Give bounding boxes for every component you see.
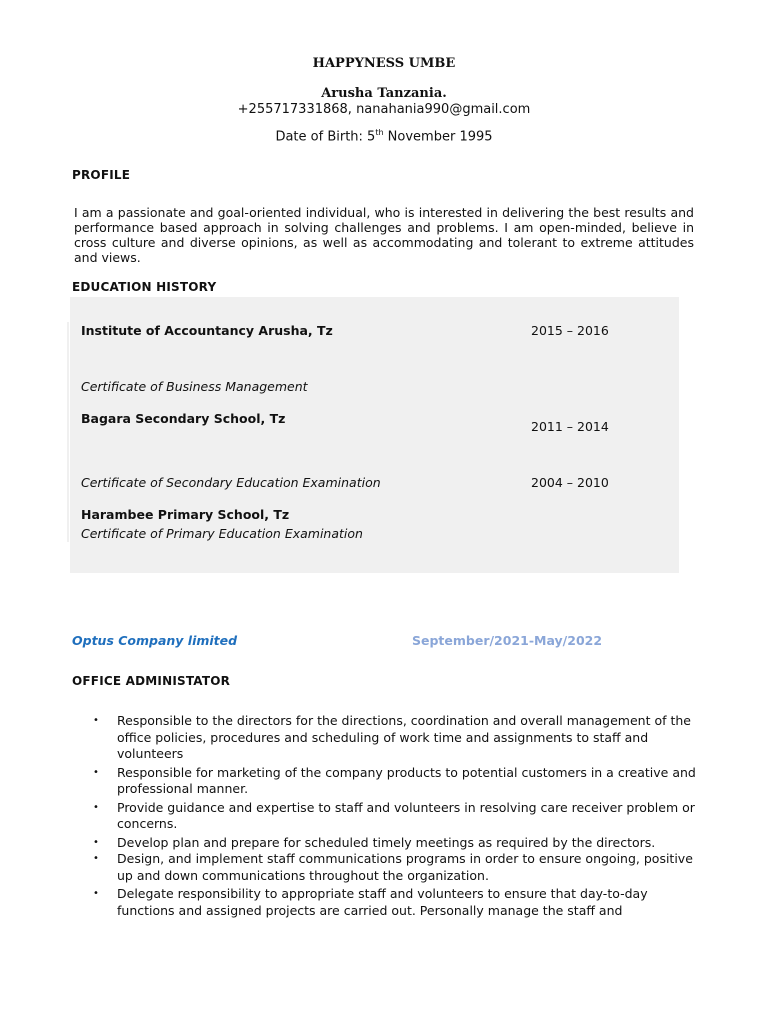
list-item: • Design, and implement staff communications programs in order to ensure ongoing, positive up and down communications throughout the organization. bbox=[90, 851, 700, 884]
list-item: • Provide guidance and expertise to staff and volunteers in resolving care receiver problem or concerns. bbox=[90, 800, 700, 833]
profile-heading: PROFILE bbox=[72, 168, 131, 182]
certificate-name: Certificate of Secondary Education Examination bbox=[81, 475, 381, 490]
job-title: OFFICE ADMINISTATOR bbox=[72, 674, 231, 688]
candidate-name: HAPPYNESS UMBE bbox=[312, 56, 456, 71]
dob-ordinal: th bbox=[375, 128, 384, 137]
duties-list bbox=[90, 713, 700, 921]
education-panel-edge bbox=[67, 322, 69, 542]
candidate-location: Arusha Tanzania. bbox=[321, 86, 447, 101]
school-name: Harambee Primary School, Tz bbox=[81, 507, 290, 522]
school-name: Bagara Secondary School, Tz bbox=[81, 411, 286, 426]
education-years: 2011 – 2014 bbox=[531, 419, 609, 434]
school-name: Institute of Accountancy Arusha, Tz bbox=[81, 323, 333, 338]
list-item: • Responsible to the directors for the directions, coordination and overall management of the office policies, procedures and scheduling of work time and assignments to staff and volunteers bbox=[90, 713, 700, 763]
dob-prefix: Date of Birth: 5 bbox=[275, 129, 376, 145]
date-of-birth bbox=[0, 128, 768, 144]
certificate-name: Certificate of Primary Education Examination bbox=[81, 526, 363, 541]
list-item: • Delegate responsibility to appropriate staff and volunteers to ensure that day-to-day functions and assigned projects are carried out. Personally manage the staff and bbox=[90, 886, 700, 919]
profile-text: I am a passionate and goal-oriented individual, who is interested in delivering the best results and performance based approach in solving challenges and problems. I am open-minded, believe in cross culture and diverse opinions, as well as accommodating and tolerant to extreme attitudes and views. bbox=[74, 205, 694, 265]
education-years: 2015 – 2016 bbox=[531, 323, 609, 338]
education-years: 2004 – 2010 bbox=[531, 475, 609, 490]
certificate-name: Certificate of Business Management bbox=[81, 379, 308, 394]
list-item: • Develop plan and prepare for scheduled timely meetings as required by the directors. bbox=[90, 835, 700, 852]
contact-info: +255717331868, nanahania990@gmail.com bbox=[237, 102, 531, 117]
dob-suffix: November 1995 bbox=[383, 129, 493, 145]
employment-period: September/2021-May/2022 bbox=[412, 633, 603, 648]
education-heading: EDUCATION HISTORY bbox=[72, 280, 217, 294]
list-item: • Responsible for marketing of the company products to potential customers in a creative and professional manner. bbox=[90, 765, 700, 798]
company-name: Optus Company limited bbox=[72, 633, 238, 648]
